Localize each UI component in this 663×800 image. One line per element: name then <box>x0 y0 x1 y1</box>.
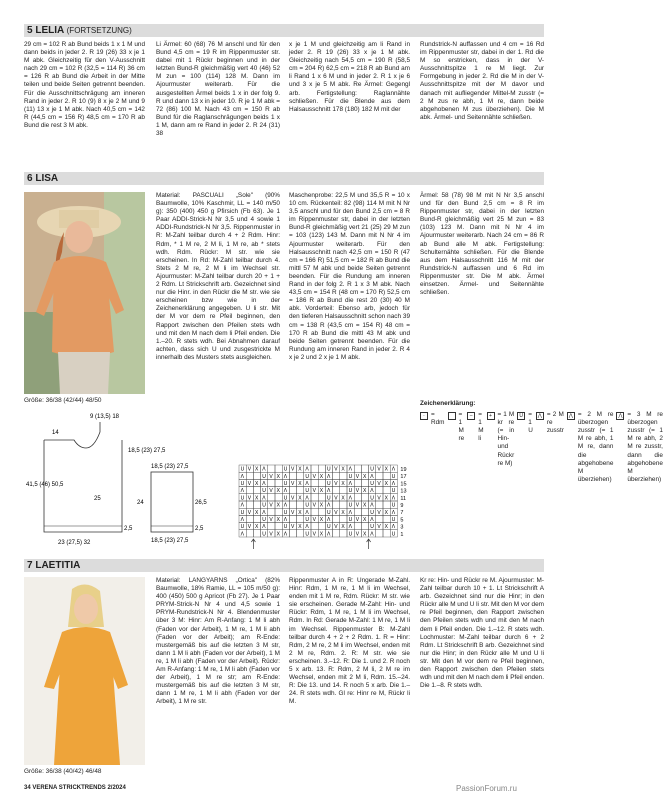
chart-cell <box>354 508 361 515</box>
lelia-text-col-4: Rundstrick-N auffassen und 4 cm = 16 Rd im Rippenmuster str, dabei in der 1. Rd die M so erstricken, dass in der V-Ausschnittspitze 1 re M liegt. Zur Formgebung in jeder 2. Rd die M in der V-Ausschnittspitze mit der M davor und danach mit aufliegender Mittel-M zusstr (= 2 M zus re abh, 1 M re, dann beide abgehobenen M zus überziehen). Die M abk. Ärmel- und Seitennähte schließen. <box>420 41 544 121</box>
chart-symbol: Λ <box>240 517 244 523</box>
chart-cell <box>268 465 275 472</box>
chart-cell <box>297 501 304 508</box>
chart-cell <box>289 501 296 508</box>
chart-symbol: V <box>291 524 295 531</box>
chart-cell <box>340 515 347 522</box>
dim-side: 25 <box>94 496 101 502</box>
schematic-sleeve <box>131 462 211 557</box>
chart-cell <box>376 515 383 522</box>
laetitia-text-col-2: Rippenmuster A in R: Ungerade M-Zahl. Hinr: Rdm, 1 M re, 1 M li im Wechsel, enden mit 1 M re, Rdm. Rückr: M str. wie sie erscheinen. Gerade M-Zahl: Hin- und Rückr: Rdm, 1 M re, 1 M li im Wechsel, Rdm. In Rd: Gerade M-Zahl: 1 M re, 1 M li im Wechsel. Rippenmuster B: M-Zahl teilbar durch 4 + 2 + 2 Rdm. 1. R = Hinr: Rdm, 2 M re, 2 M li im Wechsel, enden mit 2 M re, Rdm. 2. R: M str. wie sie erscheinen. 3.–12. R: Die 1. und 2. R noch 5 x arb. 13. R: Rdm, 2 M li, 2 M re im Wechsel, enden mit 2 M li, Rdm. 15.–24. R: Die 13. und 14. R noch 5 x arb. Die 1.–24. R stets wdh. Gl re: Hinr re M, Rückr li M. <box>289 577 410 706</box>
chart-cell <box>376 487 383 494</box>
chart-symbol: X <box>319 473 324 480</box>
chart-symbol: Λ <box>262 481 266 487</box>
chart-symbol: Λ <box>348 524 352 531</box>
chart-symbol: X <box>384 524 388 531</box>
chart-symbol: Λ <box>305 524 309 531</box>
chart-symbol: X <box>298 509 302 516</box>
dim-sleeve-total: 26,5 <box>195 500 207 506</box>
chart-symbol: Λ <box>327 473 331 480</box>
chart-symbol: Λ <box>327 517 331 523</box>
chart-symbol: V <box>247 495 252 502</box>
chart-cell <box>383 487 390 494</box>
chart-symbol: X <box>363 473 367 480</box>
chart-symbol: X <box>255 509 259 516</box>
chart-symbol: V <box>377 495 381 502</box>
chart-symbol: Λ <box>240 488 244 495</box>
chart-symbol: U <box>327 509 331 516</box>
chart-cell <box>354 494 361 501</box>
chart-symbol: U <box>391 517 396 523</box>
chart-cell <box>311 479 318 486</box>
chart-symbol: V <box>334 524 338 531</box>
chart-symbol: Λ <box>348 481 352 487</box>
chart-symbol: U <box>348 488 353 495</box>
chart-symbol: Λ <box>240 473 244 480</box>
chart-symbol: Λ <box>370 473 374 480</box>
repeat-arrow-left <box>367 539 371 549</box>
chart-cell <box>383 530 390 537</box>
chart-cell <box>289 515 296 522</box>
chart-cell <box>246 472 253 479</box>
chart-symbol: V <box>269 502 273 509</box>
chart-symbol: V <box>355 517 360 523</box>
lisa-text-col-1: Material: PASCUALI „Sole" (90% Baumwolle, 10% Kaschmir, LL = 140 m/50 g): 350 (400) 450 g Pfirsich (Fb 63). Je 1 Paar ADDI-Strick-N Nr 3,5 und 4 sowie 1 ADDI-Rundstrick-N Nr 3,5. Rippenmuster in R: M-Zahl teilbar durch 4 + 2 Rdm. Hinr: Rdm, * 1 M re, 2 M li, 1 M re, ab * stets wdh. Rdm. Rückr: M str. wie sie erscheinen. In Rd: M-Zahl teilbar durch 4. Stets 2 M re, 2 M li im Wechsel str. Ajourmuster: M-Zahl teilbar durch 20 + 1 + 2 Rdm. Lt Strickschrift arb. Gezeichnet sind nur die Hinr. in den Rückr die M str. wie sie erscheinen bzw wie in der Zeichenerklärung angegeben. U li str. Mit der M vor dem re Pfeil beginnen, den Rapport zwischen den Pfeilen stets wdh und mit den M nach dem li Pfeil enden. Die 1.–20. R stets wdh. Bei Abnahmen darauf achten, dass sich U und zusgestrickte M innerhalb des Musters stets ausgleichen. <box>156 192 280 361</box>
chart-symbol: V <box>291 495 295 502</box>
chart-symbol: V <box>269 473 273 480</box>
chart-cell <box>268 494 275 501</box>
chart-symbol: Λ <box>283 517 288 523</box>
chart-symbol: Λ <box>370 502 374 509</box>
chart-symbol: U <box>283 495 288 502</box>
chart-symbol: U <box>240 466 245 473</box>
chart-symbol: U <box>283 524 288 531</box>
chart-symbol: U <box>348 531 353 538</box>
legend-text: = 3 M re überzogen zusstr (= 1 M re abh, 2 M re zusstr, dann die abgehobene M überziehen) <box>627 411 663 483</box>
lisa-text-col-3: Ärmel: 58 (78) 98 M mit N Nr 3,5 anschl und für den Bund 2,5 cm = 8 R im Rippenmuster str, dabei in der letzten Bund-R gleichmäßig vert 25 M zun = 83 (103) 123 M. Dann mit N Nr 4 im Ajourmuster weiterarb. Nach 24 cm = 86 R ab Bund alle M abk. Fertigstellung: Schulternähte schließen. Für die Blende aus dem Halsausschnitt 116 M mit der Rundstrick-N auffassen und 6 Rd im Rippenmuster str. Die M abk. Ärmel einsetzen. Ärmel- und Seitennähte schließen. <box>420 192 544 297</box>
section-header-laetitia <box>24 559 544 572</box>
chart-symbol: V <box>377 509 381 516</box>
chart-symbol: Λ <box>305 495 309 502</box>
dim-band: 2,5 <box>124 526 133 532</box>
legend-symbol: + <box>487 412 495 420</box>
legend-symbol: ⋀ <box>618 413 623 420</box>
chart-cell <box>383 515 390 522</box>
dim-armhole: 18,5 (23) 27,5 <box>128 448 166 454</box>
chart-symbol: Λ <box>305 509 309 516</box>
chart-symbol: V <box>334 466 338 473</box>
chart-cell <box>275 465 282 472</box>
chart-symbol: U <box>305 473 310 480</box>
chart-cell <box>311 523 318 530</box>
legend-symbol <box>448 412 456 420</box>
chart-symbol: X <box>298 481 302 487</box>
chart-row-label: 3 <box>400 524 404 531</box>
chart-symbol: U <box>391 473 396 480</box>
chart-cell <box>354 523 361 530</box>
chart-cell <box>318 479 325 486</box>
chart-symbol: Λ <box>283 473 288 480</box>
chart-symbol: Λ <box>305 481 309 487</box>
chart-cell <box>275 508 282 515</box>
legend-item <box>487 411 515 468</box>
lisa-size: Größe: 36/38 (42/44) 48/50 <box>24 397 102 404</box>
chart-cell <box>376 472 383 479</box>
chart-symbol: Λ <box>262 509 266 516</box>
chart-cell <box>383 501 390 508</box>
legend-text: = 1 M li <box>478 411 484 443</box>
chart-cell <box>246 530 253 537</box>
legend-symbol: ⋀ <box>537 413 542 420</box>
chart-cell <box>340 472 347 479</box>
watermark: PassionForum.ru <box>456 784 517 793</box>
chart-cell <box>246 487 253 494</box>
chart-symbol: Λ <box>283 502 288 509</box>
legend <box>420 400 663 550</box>
chart-symbol: X <box>319 488 324 495</box>
chart-symbol: V <box>312 488 316 495</box>
chart-symbol: V <box>269 488 273 495</box>
dim-neck: 9 (13,5) 18 <box>90 414 120 420</box>
chart-symbol: X <box>341 495 345 502</box>
chart-symbol: X <box>298 495 302 502</box>
chart-symbol: U <box>262 531 266 538</box>
chart-symbol: U <box>305 488 310 495</box>
chart-symbol: X <box>276 531 280 538</box>
chart-symbol: U <box>391 488 396 495</box>
chart-cell <box>340 530 347 537</box>
chart-symbol: Λ <box>391 495 396 502</box>
chart-symbol: Λ <box>240 531 244 538</box>
legend-text: = 2 M re zusstr <box>546 411 564 435</box>
chart-row-label: 13 <box>400 488 407 495</box>
chart-symbol: U <box>283 509 288 516</box>
chart-symbol: X <box>319 517 324 523</box>
chart-symbol: X <box>319 502 324 509</box>
chart-cell <box>376 530 383 537</box>
chart-cell <box>297 472 304 479</box>
chart-symbol: X <box>363 531 367 538</box>
chart-symbol: X <box>384 495 388 502</box>
chart-cell <box>318 523 325 530</box>
chart-symbol: Λ <box>391 466 396 473</box>
chart-symbol: V <box>312 531 316 538</box>
chart-cell <box>297 530 304 537</box>
legend-item <box>420 411 445 427</box>
chart-cell <box>289 472 296 479</box>
chart-symbol: X <box>276 473 280 480</box>
chart-symbol: U <box>370 481 374 487</box>
lelia-text-col-1: 29 cm = 102 R ab Bund beids 1 x 1 M und dann beids in jeder 2. R 19 (26) 33 x je 1 M abk. Gleichzeitig für den V-Ausschnitt nach 29 cm = 102 R (32,5 = 114 R) 36 cm = 126 R ab Bund die Arbeit in der Mitte teilen und beide Seiten getrennt beenden. Für die Ausschnittschrägung am inneren Rand in jeder 2. R 10 (9) 8 x je 2 M und 9 (11) 13 x je 1 M abk. Nach 40,5 cm = 142 R (44,5 cm = 156 R) 48,5 cm = 170 R ab Bund die rest 3 M abk. <box>24 41 145 129</box>
chart-cell <box>318 508 325 515</box>
chart-row-label: 17 <box>400 474 407 481</box>
legend-text: = 1 M kr re (= in Hin- und Rückr re M) <box>497 411 515 467</box>
chart-cell <box>275 479 282 486</box>
chart-symbol: U <box>348 502 353 509</box>
chart-symbol: V <box>334 509 338 516</box>
chart-symbol: U <box>240 495 245 502</box>
chart-symbol: U <box>305 502 310 509</box>
chart-symbol: V <box>291 509 295 516</box>
chart-symbol: V <box>355 473 360 480</box>
chart-cell <box>253 530 260 537</box>
chart-symbol: Λ <box>327 531 331 538</box>
chart-symbol: Λ <box>370 517 374 523</box>
section-subtitle: (FORTSETZUNG) <box>66 26 132 35</box>
chart-symbol: U <box>283 466 288 473</box>
chart-symbol: U <box>262 488 266 495</box>
chart-cell <box>333 487 340 494</box>
legend-item <box>567 411 614 484</box>
chart-cell <box>297 487 304 494</box>
lisa-photo <box>24 192 145 394</box>
chart-symbol: V <box>247 524 252 531</box>
chart-cell <box>354 465 361 472</box>
legend-text: = Rdm <box>431 411 445 427</box>
chart-symbol: V <box>377 466 381 473</box>
chart-symbol: Λ <box>327 488 331 495</box>
chart-symbol: V <box>269 531 273 538</box>
lelia-text-col-2: Li Ärmel: 60 (68) 76 M anschl und für den Bund 4,5 cm = 19 R im Rippenmuster str. dabei mit 1 Rückr beginnen und in der letzten Bund-R gleichmäßig vert 40 (46) 52 M zun = 100 (114) 128 M. Dann im Ajourmuster weiterarb. Für die ausgestellten Ärmel beids 1 x in der folg 9. R und dann 13 x in jeder 10. R je 1 M abk = 72 (86) 100 M. Nach 43 cm = 150 R ab Bund für die Raglanschrägungen beids 1 x 1 M, dann am re Rand in jeder 2. R 24 (31) 38 <box>156 41 280 138</box>
chart-symbol: X <box>341 524 345 531</box>
chart-row-label: 7 <box>400 510 404 517</box>
section-title: LELIA <box>35 25 64 36</box>
chart-symbol: V <box>355 502 360 509</box>
legend-text: = 2 M re überzogen zusstr (= 1 M re abh, 1 M re, dann die abgehobene M überziehen) <box>577 411 614 483</box>
chart-symbol: U <box>327 524 331 531</box>
chart-symbol: Λ <box>327 502 331 509</box>
chart-symbol: V <box>291 466 295 473</box>
chart-symbol: Λ <box>283 531 288 538</box>
chart-cell <box>383 472 390 479</box>
chart-cell <box>253 515 260 522</box>
page-footer: 34 VERENA STRICKTRENDS 2/2024 <box>24 785 126 791</box>
chart-symbol: Λ <box>283 488 288 495</box>
chart-cell <box>246 501 253 508</box>
chart-symbol: U <box>327 466 331 473</box>
chart-cell <box>268 479 275 486</box>
section-header-lisa <box>24 172 544 185</box>
chart-cell <box>275 494 282 501</box>
chart-cell <box>361 508 368 515</box>
chart-symbol: U <box>240 524 245 531</box>
chart-symbol: U <box>240 509 245 516</box>
chart-symbol: Λ <box>391 524 396 531</box>
chart-symbol: Λ <box>370 488 374 495</box>
chart-symbol: X <box>341 509 345 516</box>
chart-cell <box>333 472 340 479</box>
chart-cell <box>289 487 296 494</box>
chart-symbol: Λ <box>391 509 396 516</box>
chart-row-label: 15 <box>400 481 407 488</box>
chart-symbol: V <box>291 481 295 487</box>
chart-symbol: X <box>363 517 367 523</box>
knitting-chart <box>235 463 420 558</box>
chart-symbol: V <box>377 481 381 487</box>
legend-symbol: · <box>420 412 428 420</box>
chart-cell <box>376 501 383 508</box>
chart-symbol: V <box>269 517 273 523</box>
chart-symbol: X <box>384 466 388 473</box>
chart-symbol: V <box>247 509 252 516</box>
chart-cell <box>340 487 347 494</box>
chart-symbol: Λ <box>348 466 352 473</box>
chart-cell <box>311 465 318 472</box>
section-header-lelia <box>24 24 544 37</box>
legend-item <box>517 411 533 435</box>
chart-symbol: X <box>341 466 345 473</box>
section-number: 7 <box>27 560 33 571</box>
chart-symbol: U <box>370 509 374 516</box>
chart-cell <box>268 523 275 530</box>
section-title: LAETITIA <box>35 560 81 571</box>
chart-symbol: Λ <box>262 524 266 531</box>
chart-row-label: 19 <box>400 467 407 473</box>
section-title: LISA <box>35 173 59 184</box>
section-number: 5 <box>27 25 33 36</box>
chart-row-label: 9 <box>400 503 404 509</box>
chart-cell <box>297 515 304 522</box>
chart-symbol: X <box>298 524 302 531</box>
chart-cell <box>289 530 296 537</box>
legend-symbol: U <box>517 412 525 420</box>
chart-symbol: X <box>319 531 324 538</box>
chart-cell <box>361 523 368 530</box>
chart-cell <box>253 487 260 494</box>
chart-symbol: V <box>247 466 252 473</box>
chart-cell <box>361 479 368 486</box>
laetitia-photo <box>24 577 145 765</box>
chart-symbol: Λ <box>262 495 266 502</box>
chart-symbol: X <box>384 481 388 487</box>
legend-symbol: ⋀ <box>568 413 573 420</box>
chart-symbol: V <box>247 481 252 487</box>
chart-symbol: X <box>276 502 280 509</box>
dim-shoulder: 14 <box>52 430 59 436</box>
chart-symbol: V <box>355 531 360 538</box>
chart-symbol: X <box>255 495 259 502</box>
chart-symbol: V <box>312 517 316 523</box>
repeat-arrow-right <box>251 539 255 549</box>
chart-cell <box>333 530 340 537</box>
laetitia-text-col-1: Material: LANGYARNS „Ortica" (82% Baumwolle, 18% Ramie, LL = 105 m/50 g): 400 (450) 500 g Apricot (Fb 27). Je 1 Paar PRYM-Strick-N Nr 4 und 4,5 sowie 1 PRYM-Rundstrick-N Nr 4. Blendenmuster über 3 M: Hinr: Am R-Anfang: 1 M li abh (Faden vor der Arbeit), 1 M re, 1 M li abh (Faden vor der Arbeit); am R-Ende: mustergemäß bis auf die letzten 3 M str, dann 1 M li abh (Faden vor der Arbeit), 1 M re, 1 M li abh (Faden vor der Arbeit). Rückr: Am R-Anfang: 1 M re, 1 M li abh (Faden vor der Arbeit), 1 M re str; am R-Ende: mustergemäß bis auf die letzten 3 M str, dann 1 M re, 1 M li abh (Faden vor der Arbeit), 1 M re str. <box>156 577 280 706</box>
chart-symbol: U <box>305 531 310 538</box>
chart-symbol: U <box>370 524 374 531</box>
chart-cell <box>340 501 347 508</box>
dim-sleeve-top: 18,5 (23) 27,5 <box>151 464 189 470</box>
chart-cell <box>311 508 318 515</box>
chart-symbol: X <box>341 481 345 487</box>
dim-sleeve-band: 2,5 <box>195 526 204 532</box>
chart-symbol: U <box>305 517 310 523</box>
chart-symbol: Λ <box>348 509 352 516</box>
legend-list <box>420 411 663 485</box>
chart-symbol: V <box>312 473 316 480</box>
chart-symbol: U <box>370 495 374 502</box>
chart-symbol: X <box>363 502 367 509</box>
chart-cell <box>268 508 275 515</box>
chart-symbol: U <box>283 481 288 487</box>
chart-symbol: Λ <box>305 466 309 473</box>
legend-text: = 1 U <box>528 411 533 435</box>
chart-symbol: U <box>327 481 331 487</box>
chart-cell <box>246 515 253 522</box>
chart-row-label: 5 <box>400 517 404 524</box>
chart-cell <box>333 501 340 508</box>
chart-symbol: U <box>348 517 353 523</box>
laetitia-text-col-3: Kr re: Hin- und Rückr re M. Ajourmuster: M-Zahl teilbar durch 10 + 1. Lt Strickschrift A arb. Gezeichnet sind nur die Hinr; in den Rückr alle M und U li str. Mit den M vor dem re Pfeil beginnen, den Rapport zwischen den Pfeilen stets wdh und mit den M nach dem li Pfeil enden. Die 1.–12. R stets wdh. Lochmuster: M-Zahl teilbar durch 6 + 2 Rdm. Lt Strickschrift B arb. Gezeichnet sind nur die Hinr; in den Rückr alle M und U li str. Mit den M vor dem re Pfeil beginnen, den Rapport zwischen den Pfeilen stets wdh und mit den M nach dem li Pfeil enden. Die 1.–8. R stets wdh. <box>420 577 544 690</box>
chart-symbol: X <box>298 466 302 473</box>
dim-length: 41,5 (46) 50,5 <box>26 482 64 488</box>
legend-text: = 1 M re <box>458 411 465 443</box>
lelia-text-col-3: x je 1 M und gleichzeitig am li Rand in jeder 2. R 19 (26) 33 x je 1 M abk. Gleichzeitig nach 54,5 cm = 190 R (58,5 cm = 204 R) 62,5 cm = 218 R ab Bund am li Rand 1 x 6 M und in jeder 2. R 1 x je 6 und 3 x je 5 M abk. Re Ärmel: Gegengl arb. Fertigstellung: Raglannähte schließen. Für die Blende aus dem Halsausschnitt 178 (180) 182 M mit der <box>289 41 410 113</box>
chart-symbol: X <box>255 466 259 473</box>
laetitia-size: Größe: 36/38 (40/42) 46/48 <box>24 768 102 775</box>
chart-symbol: Λ <box>262 466 266 473</box>
chart-cell <box>253 472 260 479</box>
chart-symbol: Λ <box>348 495 352 502</box>
chart-symbol: U <box>391 531 396 538</box>
chart-cell <box>361 465 368 472</box>
legend-item <box>616 411 663 484</box>
chart-cell <box>318 465 325 472</box>
chart-symbol: Λ <box>391 481 396 487</box>
legend-symbol: – <box>467 412 475 420</box>
legend-item <box>448 411 465 443</box>
chart-symbol: V <box>312 502 316 509</box>
chart-symbol: X <box>255 481 259 487</box>
chart-symbol: X <box>363 488 367 495</box>
lisa-text-col-2: Maschenprobe: 22,5 M und 35,5 R = 10 x 10 cm. Rückenteil: 82 (98) 114 M mit N Nr 3,5 anschl und für den Bund 2,5 cm = 8 R im Rippenmuster str, dabei in der letzten Bund-R gleichmäßig vert 21 (25) 29 M zun = 103 (123) 143 M. Dann mit N Nr 4 im Ajourmuster weiterarb. Für den Halsausschnitt nach 42,5 cm = 150 R (47 cm = 166 R) 51,5 cm = 182 R ab Bund die mittl 57 M abk und beide Seiten getrennt beenden. Für die Rundung am inneren Rand in der folg 2. R 1 x 3 M abk. Nach 43,5 cm = 154 R (48 cm = 170 R) 52,5 cm = 186 R ab Bund die rest 20 (30) 40 M abk. Vorderteil: Ebenso arb, jedoch für den tieferen Halsausschnitt schon nach 39 cm = 138 R (43,5 cm = 154 R) 48 cm = 170 R ab Bund die mittl 43 M abk und beide Seiten getrennt beenden. Für die Rundung am inneren Rand in jeder 2. R 4 x je 2 und 2 x je 1 M abk. <box>289 192 410 361</box>
chart-row-label: 1 <box>400 531 404 538</box>
chart-cell <box>354 479 361 486</box>
chart-symbol: V <box>355 488 360 495</box>
legend-item <box>536 411 564 435</box>
chart-symbol: U <box>391 502 396 509</box>
chart-symbol: V <box>334 481 338 487</box>
chart-symbol: U <box>327 495 331 502</box>
chart-symbol: X <box>276 517 280 523</box>
legend-item <box>467 411 483 443</box>
chart-row-label: 11 <box>400 495 407 502</box>
chart-symbol: U <box>262 502 266 509</box>
chart-symbol: X <box>255 524 259 531</box>
chart-symbol: Λ <box>240 502 244 509</box>
chart-cell <box>311 494 318 501</box>
chart-cell <box>361 494 368 501</box>
chart-symbol: X <box>384 509 388 516</box>
chart-symbol: X <box>276 488 280 495</box>
chart-cell <box>318 494 325 501</box>
chart-symbol: U <box>262 473 266 480</box>
dim-sleeve-len: 24 <box>137 500 144 506</box>
legend-title: Zeichenerklärung: <box>420 400 476 407</box>
chart-cell <box>253 501 260 508</box>
section-number: 6 <box>27 173 33 184</box>
chart-symbol: V <box>334 495 338 502</box>
chart-symbol: U <box>348 473 353 480</box>
chart-cell <box>275 523 282 530</box>
chart-symbol: U <box>240 481 245 487</box>
chart-symbol: U <box>370 466 374 473</box>
chart-cell <box>333 515 340 522</box>
chart-symbol: U <box>262 517 266 523</box>
chart-symbol: Λ <box>370 531 374 538</box>
chart-symbol: V <box>377 524 381 531</box>
dim-sleeve-bottom: 18,5 (23) 27,5 <box>151 538 189 544</box>
dim-width: 23 (27,5) 32 <box>58 540 91 546</box>
